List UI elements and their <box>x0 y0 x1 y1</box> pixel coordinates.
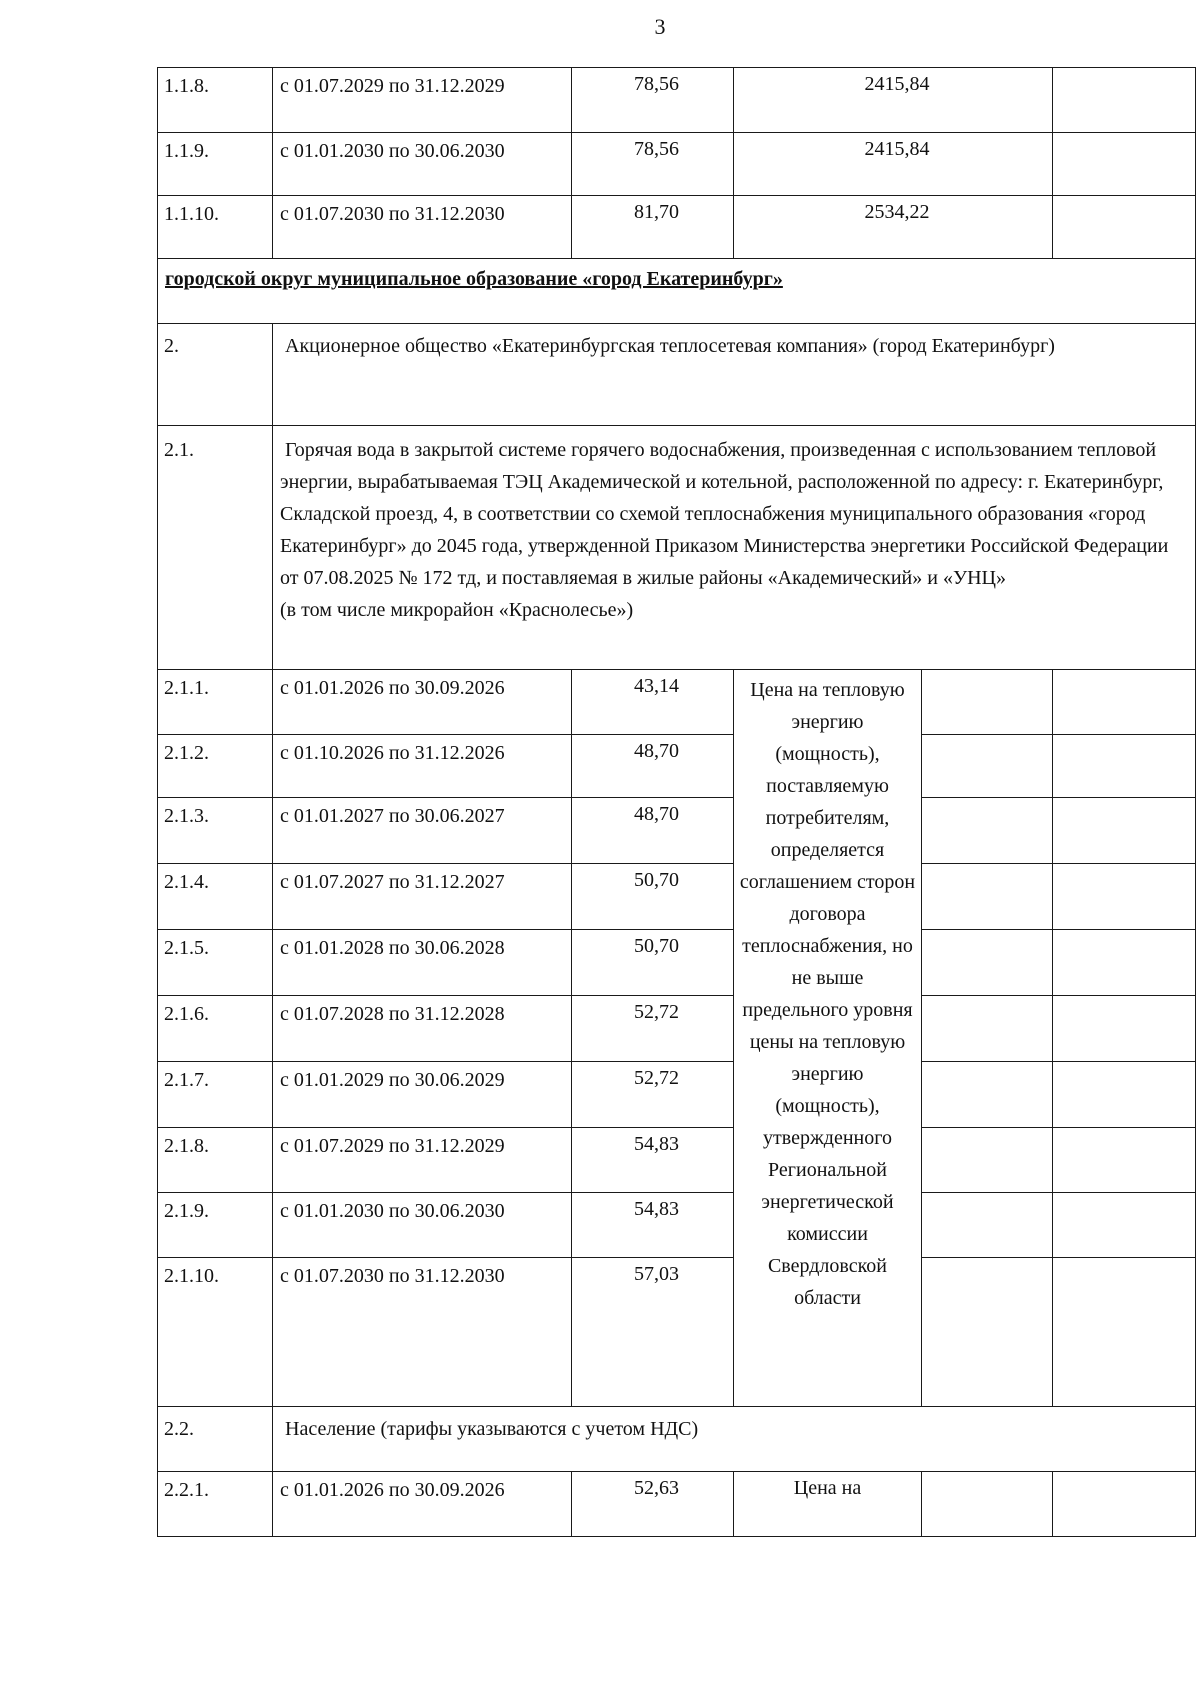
row-number: 2.1.9. <box>158 1193 273 1258</box>
row-period: с 01.01.2030 по 30.06.2030 <box>273 1193 572 1258</box>
empty-cell <box>1053 996 1196 1062</box>
table-row <box>158 996 1196 1062</box>
empty-cell <box>1053 735 1196 798</box>
empty-cell <box>922 996 1053 1062</box>
row-value: 78,56 <box>572 133 734 196</box>
table-row <box>158 864 1196 930</box>
table-row <box>158 1062 1196 1128</box>
tariff-table <box>157 67 1196 1537</box>
table-row <box>158 133 1196 196</box>
empty-cell <box>1053 930 1196 996</box>
row-value: 50,70 <box>572 864 734 930</box>
row-number: 1.1.9. <box>158 133 273 196</box>
table-row <box>158 68 1196 133</box>
region-title: городской округ муниципальное образование «город Екатеринбург» <box>158 259 1196 324</box>
row-period: с 01.07.2027 по 31.12.2027 <box>273 864 572 930</box>
service-row <box>158 426 1196 670</box>
row-period: с 01.07.2029 по 31.12.2029 <box>273 1128 572 1193</box>
table-row <box>158 1472 1196 1537</box>
row-period: с 01.01.2030 по 30.06.2030 <box>273 133 572 196</box>
row-period: с 01.10.2026 по 31.12.2026 <box>273 735 572 798</box>
empty-cell <box>1053 798 1196 864</box>
table-row <box>158 670 1196 735</box>
empty-cell <box>1053 68 1196 133</box>
empty-cell <box>1053 1128 1196 1193</box>
row-value-2: 2534,22 <box>734 196 1053 259</box>
row-value: 78,56 <box>572 68 734 133</box>
row-value: 52,63 <box>572 1472 734 1537</box>
row-period: с 01.01.2027 по 30.06.2027 <box>273 798 572 864</box>
population-row <box>158 1407 1196 1472</box>
org-number: 2. <box>158 324 273 426</box>
region-row <box>158 259 1196 324</box>
row-number: 2.1.2. <box>158 735 273 798</box>
population-number: 2.2. <box>158 1407 273 1472</box>
empty-cell <box>1053 670 1196 735</box>
org-row <box>158 324 1196 426</box>
row-value: 48,70 <box>572 735 734 798</box>
row-number: 2.1.8. <box>158 1128 273 1193</box>
row-period: с 01.01.2026 по 30.09.2026 <box>273 1472 572 1537</box>
table-row <box>158 196 1196 259</box>
org-name: Акционерное общество «Екатеринбургская теплосетевая компания» (город Екатеринбург) <box>273 324 1196 426</box>
row-value: 48,70 <box>572 798 734 864</box>
table-row <box>158 1258 1196 1407</box>
row-number: 2.1.5. <box>158 930 273 996</box>
row-value: 43,14 <box>572 670 734 735</box>
row-value: 81,70 <box>572 196 734 259</box>
empty-cell <box>1053 1193 1196 1258</box>
row-number: 1.1.8. <box>158 68 273 133</box>
empty-cell <box>922 735 1053 798</box>
table-row <box>158 798 1196 864</box>
table-row <box>158 735 1196 798</box>
table-row <box>158 1128 1196 1193</box>
row-number: 2.1.6. <box>158 996 273 1062</box>
page-number: 3 <box>654 14 666 39</box>
row-number: 2.1.10. <box>158 1258 273 1407</box>
row-period: с 01.07.2030 по 31.12.2030 <box>273 196 572 259</box>
table-row <box>158 930 1196 996</box>
empty-cell <box>922 1193 1053 1258</box>
empty-cell <box>922 1258 1053 1407</box>
service-description <box>273 426 1196 670</box>
row-number: 2.2.1. <box>158 1472 273 1537</box>
empty-cell <box>922 1062 1053 1128</box>
empty-cell <box>1053 864 1196 930</box>
row-value: 50,70 <box>572 930 734 996</box>
row-number: 2.1.4. <box>158 864 273 930</box>
row-value: 54,83 <box>572 1128 734 1193</box>
row-value: 52,72 <box>572 1062 734 1128</box>
heat-price-note-text: Цена на тепловую энергию (мощность), поставляемую потребителям, определяется соглашением сторон договора теплоснабжения, но не выше предельного уровня цены на тепловую энергию (мощность), утвержденного Региональной энергетической комиссии Свердловской области <box>739 679 916 1309</box>
row-period: с 01.01.2028 по 30.06.2028 <box>273 930 572 996</box>
heat-price-note <box>734 670 922 1407</box>
table-row <box>158 1193 1196 1258</box>
population-label: Население (тарифы указываются с учетом НДС) <box>273 1407 1196 1472</box>
row-number: 2.1.3. <box>158 798 273 864</box>
empty-cell <box>922 798 1053 864</box>
row-value-2: 2415,84 <box>734 68 1053 133</box>
row-value-2: 2415,84 <box>734 133 1053 196</box>
service-description-text: Горячая вода в закрытой системе горячего водоснабжения, произведенная с использованием тепловой энергии, вырабатываемая ТЭЦ Академической и котельной, расположенной по адресу: г. Екатеринбург, Складской проезд, 4, в соответствии со схемой теплоснабжения муниципального образования «город Екатеринбург» до 2045 года, утвержденной Приказом Министерства энергетики Российской Федерации от 07.08.2025 № 172 тд, и поставляемая в жилые районы «Академический» и «УНЦ» <box>280 439 1169 589</box>
row-number: 1.1.10. <box>158 196 273 259</box>
row-number: 2.1.1. <box>158 670 273 735</box>
row-number: 2.1.7. <box>158 1062 273 1128</box>
service-number: 2.1. <box>158 426 273 670</box>
empty-cell <box>922 864 1053 930</box>
empty-cell <box>1053 1062 1196 1128</box>
empty-cell <box>1053 196 1196 259</box>
row-value: 54,83 <box>572 1193 734 1258</box>
row-period: с 01.07.2029 по 31.12.2029 <box>273 68 572 133</box>
row-period: с 01.01.2026 по 30.09.2026 <box>273 670 572 735</box>
row-value: 52,72 <box>572 996 734 1062</box>
empty-cell <box>1053 133 1196 196</box>
row-note: Цена на <box>734 1472 922 1537</box>
row-period: с 01.01.2029 по 30.06.2029 <box>273 1062 572 1128</box>
empty-cell <box>1053 1472 1196 1537</box>
empty-cell <box>922 670 1053 735</box>
empty-cell <box>922 1128 1053 1193</box>
service-description-tail: (в том числе микрорайон «Краснолесье») <box>280 599 634 621</box>
row-period: с 01.07.2028 по 31.12.2028 <box>273 996 572 1062</box>
row-value: 57,03 <box>572 1258 734 1407</box>
row-period: с 01.07.2030 по 31.12.2030 <box>273 1258 572 1407</box>
empty-cell <box>1053 1258 1196 1407</box>
empty-cell <box>922 1472 1053 1537</box>
empty-cell <box>922 930 1053 996</box>
